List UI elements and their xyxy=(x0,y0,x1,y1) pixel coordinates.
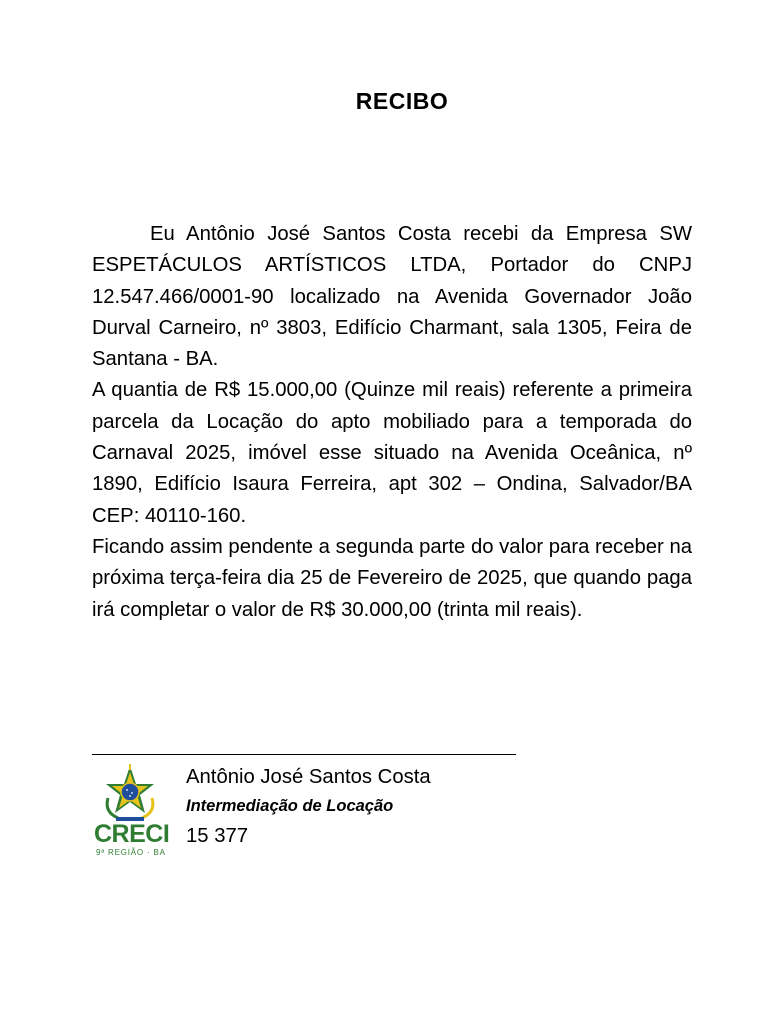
signature-line xyxy=(92,754,516,755)
paragraph-amount: A quantia de R$ 15.000,00 (Quinze mil reais) referente a primeira parcela da Locação do apto mobiliado para a temporada do Carnaval 2025, imóvel esse situado na Avenida Oceânica, nº 1890, Edifício Isaura Ferreira, apt 302 – Ondina, Salvador/BA CEP: 40110-160. xyxy=(92,379,692,527)
signer-name: Antônio José Santos Costa xyxy=(186,766,431,788)
creci-wordmark: CRECI xyxy=(94,820,170,848)
document-title: RECIBO xyxy=(355,88,449,114)
signer-role: Intermediação de Locação xyxy=(186,797,394,815)
paragraph-payer: Eu Antônio José Santos Costa recebi da Empresa SW ESPETÁCULOS ARTÍSTICOS LTDA, Portador do CNPJ 12.547.466/0001-90 localizado na Avenida Governador João Durval Carneiro, nº 3803, Edifício Charmant, sala 1305, Feira de Santana - BA. xyxy=(92,223,692,371)
creci-region-text: 9ª REGIÃO · BA xyxy=(96,848,166,857)
signer-registration: 15 377 xyxy=(186,825,249,847)
receipt-body xyxy=(92,219,692,626)
paragraph-pending: Ficando assim pendente a segunda parte do valor para receber na próxima terça-feira dia 25 de Fevereiro de 2025, que quando paga irá completar o valor de R$ 30.000,00 (trinta mil reais). xyxy=(92,535,692,621)
creci-logo xyxy=(94,764,180,860)
